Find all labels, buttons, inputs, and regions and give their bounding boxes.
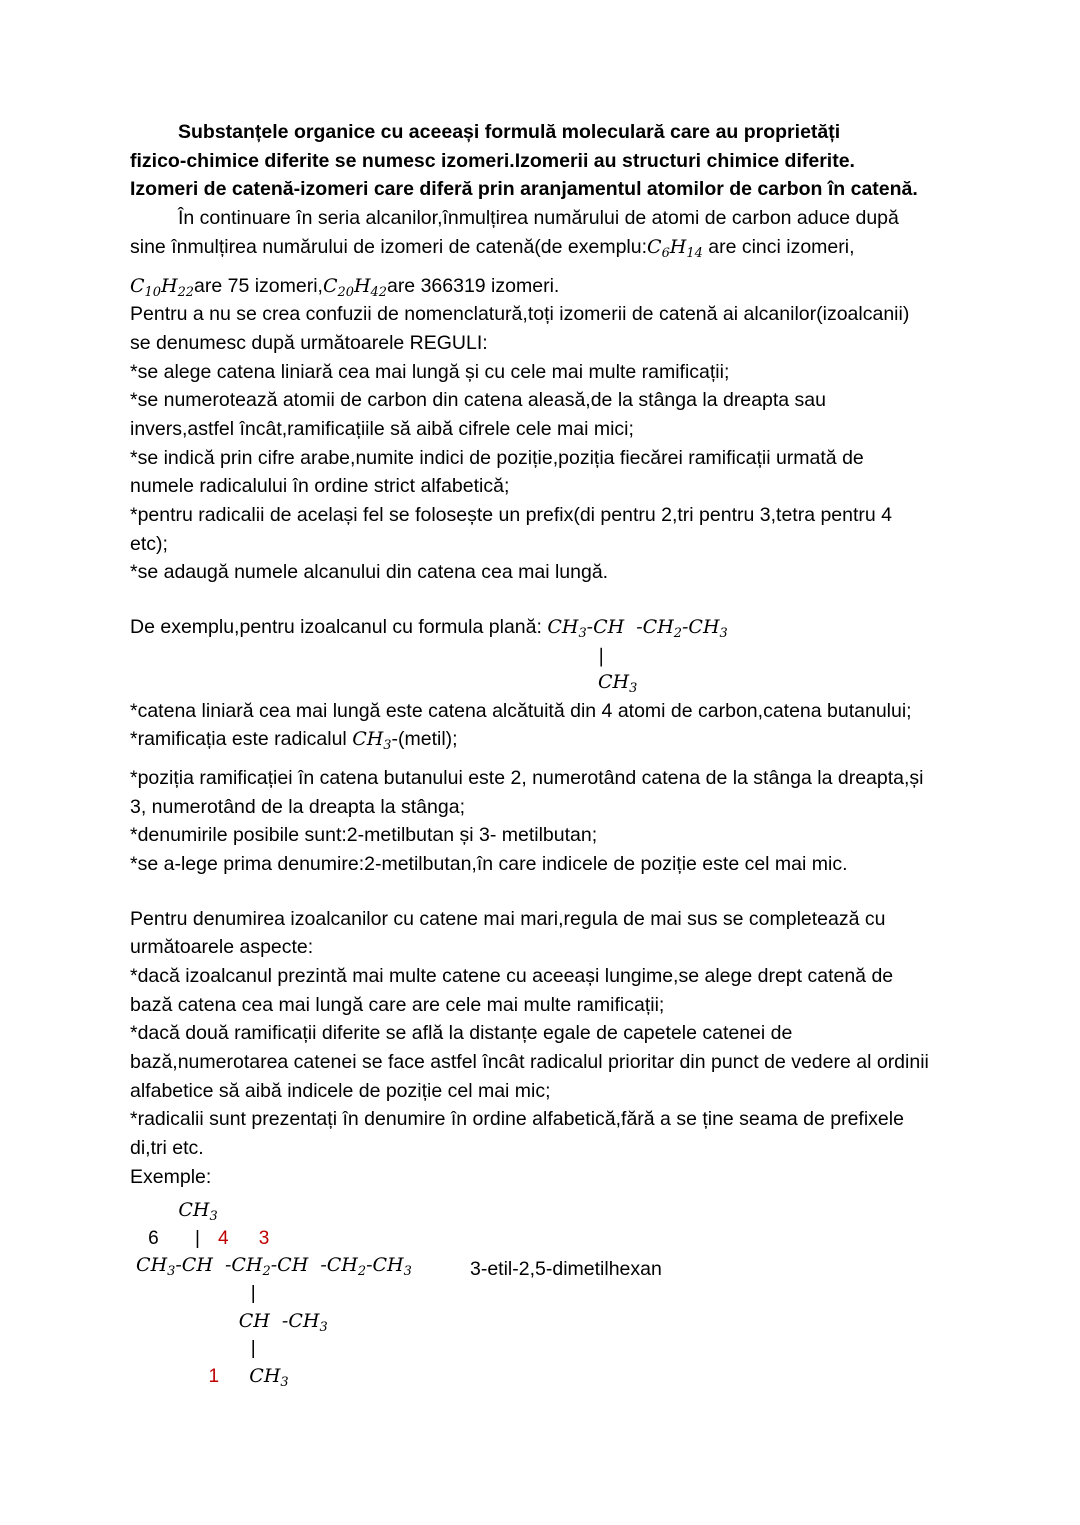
structure-number-3: 3 — [258, 1227, 270, 1249]
formula-c10h22-c: C — [130, 274, 145, 297]
intro-line-1 — [130, 118, 950, 147]
formula-c10h22-h: H — [160, 274, 178, 297]
example-note-5: *denumirile posibile sunt:2-metilbutan și 3- metilbutan; — [130, 824, 598, 847]
formula-c10h22-c-sub: 10 — [144, 284, 161, 300]
advanced-line-9: di,tri etc. — [130, 1137, 204, 1160]
document-body — [130, 118, 950, 1390]
formula-c6h14 — [647, 235, 703, 261]
formula-c20h42-h-sub: 42 — [370, 284, 387, 300]
spacer-2 — [130, 587, 950, 613]
structure-branch-row-3 — [130, 1363, 950, 1391]
rule-line-1: *se alege catena liniară cea mai lungă și cu cele mai multe ramificații; — [130, 360, 730, 383]
advanced-line-2: următoarele aspecte: — [130, 936, 314, 959]
structure-number-1: 1 — [208, 1365, 220, 1387]
formula-c6h14-c: C — [647, 235, 662, 258]
advanced-line-8: *radicalii sunt prezentați în denumire în ordine alfabetică,fără a se ține seama de prefixele — [130, 1108, 904, 1131]
example-note-2-pre: *ramificația este radicalul — [130, 728, 353, 751]
spacer-3 — [130, 754, 950, 764]
examples-label: Exemple: — [130, 1165, 212, 1188]
rule-line-7: etc); — [130, 532, 168, 555]
formula-c6h14-h-sub: 14 — [686, 245, 703, 261]
structure-branch-3: $CH_3$ — [249, 1364, 289, 1390]
rule-line-3: invers,astfel încât,ramificațiile să aibă cifrele cele mai mici; — [130, 418, 634, 441]
example-note-2 — [130, 725, 950, 754]
paragraph-1-line-1 — [130, 204, 950, 233]
structure-bond-row-2 — [130, 1335, 950, 1363]
intro-line-3: Izomeri de catenă-izomeri care diferă prin aranjamentul atomilor de carbon în catenă. — [130, 178, 918, 201]
formula-c20h42-c-sub: 20 — [337, 284, 354, 300]
formula-c20h42 — [322, 274, 387, 300]
structure-main-chain: $CH_3-CH$ $-CH_2-CH$ $-CH_2-CH_3$ — [136, 1254, 412, 1280]
rule-line-5: numele radicalului în ordine strict alfabetică; — [130, 475, 510, 498]
rules-intro-line-2: se denumesc după următoarele REGULI: — [130, 332, 488, 355]
example-intro-text: De exemplu,pentru izoalcanul cu formula plană: — [130, 616, 548, 639]
intro-line-2: fizico-chimice diferite se numesc izomeri.Izomerii au structuri chimice diferite. — [130, 149, 855, 172]
intro-text-1: Substanțele organice cu aceeași formulă moleculară care au proprietăți — [178, 121, 841, 143]
example-note-1: *catena liniară cea mai lungă este catena alcătuită din 4 atomi de carbon,catena butanului; — [130, 699, 912, 722]
advanced-line-4: bază catena cea mai lungă care are cele mai multe ramificații; — [130, 993, 665, 1016]
rule-line-2: *se numerotează atomii de carbon din catena aleasă,de la stânga la dreapta sau — [130, 389, 826, 412]
formula-c6h14-c-sub: 6 — [661, 245, 670, 261]
example-note-2-post: -(metil); — [391, 728, 458, 751]
rule-line-4: *se indică prin cifre arabe,numite indici de poziție,poziția fiecărei ramificații urmată de — [130, 446, 864, 469]
advanced-line-3: *dacă izoalcanul prezintă mai multe catene cu aceeași lungime,se alege drept catenă de — [130, 965, 894, 988]
advanced-line-1: Pentru denumirea izoalcanilor cu catene mai mari,regula de mai sus se completează cu — [130, 907, 886, 930]
structure-bond-1: | — [250, 1282, 256, 1304]
paragraph-1-text-3: are cinci izomeri, — [702, 235, 855, 258]
formula-c10h22 — [130, 274, 194, 300]
structure-branch-line: $CH_3$ — [598, 670, 638, 696]
structure-top-branch: $CH_3$ — [178, 1199, 218, 1225]
structure-bond-2: | — [250, 1338, 256, 1360]
structure-bond-row-1 — [130, 1280, 950, 1308]
structure-number-4: 4 — [218, 1227, 229, 1249]
example-note-4: 3, numerotând de la dreapta la stânga; — [130, 795, 465, 818]
paragraph-1-text-2: sine înmulțirea numărului de izomeri de catenă(de exemplu: — [130, 235, 648, 258]
rule-line-6: *pentru radicalii de același fel se folosește un prefix(di pentru 2,tri pentru 3,tetra pentru 4 — [130, 504, 893, 527]
structure-top-branch-row — [130, 1197, 950, 1225]
paragraph-1-text-4: are 75 izomeri, — [194, 274, 323, 297]
structure-branch-row-2 — [130, 1308, 950, 1336]
example-note-6: *se a-lege prima denumire:2-metilbutan,în care indicele de poziție este cel mai mic. — [130, 853, 848, 876]
structure-branch-2: CH $-CH_3$ — [238, 1309, 328, 1335]
example-intro-line — [130, 613, 950, 642]
formula-c6h14-h: H — [669, 235, 687, 258]
paragraph-1-text-5: are 366319 izomeri. — [386, 274, 560, 297]
advanced-line-6: bază,numerotarea catenei se face astfel încât radicalul prioritar din punct de vedere al ordinii — [130, 1051, 929, 1074]
rule-line-8: *se adaugă numele alcanului din catena cea mai lungă. — [130, 561, 609, 584]
formula-c20h42-h: H — [353, 274, 371, 297]
structure-bond-top: | — [194, 1227, 200, 1249]
formula-ch3-metil: $CH_3$ — [352, 728, 392, 754]
paragraph-1-text-1: În continuare în seria alcanilor,înmulțirea numărului de atomi de carbon aduce după — [178, 206, 899, 229]
spacer-1 — [130, 262, 950, 272]
advanced-line-7: alfabetice să aibă indicele de poziție cel mai mic; — [130, 1079, 551, 1102]
paragraph-1-line-2 — [130, 233, 950, 262]
paragraph-1-line-3 — [130, 272, 950, 301]
structure-number-6: 6 — [148, 1227, 159, 1249]
advanced-line-5: *dacă două ramificații diferite se află la distanțe egale de capetele catenei de — [130, 1022, 793, 1045]
rules-intro-line-1: Pentru a nu se crea confuzii de nomenclatură,toți izomerii de catenă ai alcanilor(izoalcanii) — [130, 303, 910, 326]
example-note-3: *poziția ramificației în catena butanului este 2, numerotând catena de la stânga la dreapta,și — [130, 767, 924, 790]
structure-diagram-simple — [130, 644, 950, 697]
formula-c20h42-c: C — [322, 274, 338, 297]
compound-name: 3-etil-2,5-dimetilhexan — [470, 1258, 662, 1281]
spacer-4 — [130, 879, 950, 905]
example-formula-plana: $CH_3-CH$ $-CH_2-CH_3$ — [547, 616, 728, 642]
structure-numbers-row — [130, 1225, 950, 1253]
structure-diagram-complex — [130, 1197, 950, 1390]
formula-c10h22-h-sub: 22 — [177, 284, 194, 300]
structure-bond-line: | — [598, 644, 605, 667]
